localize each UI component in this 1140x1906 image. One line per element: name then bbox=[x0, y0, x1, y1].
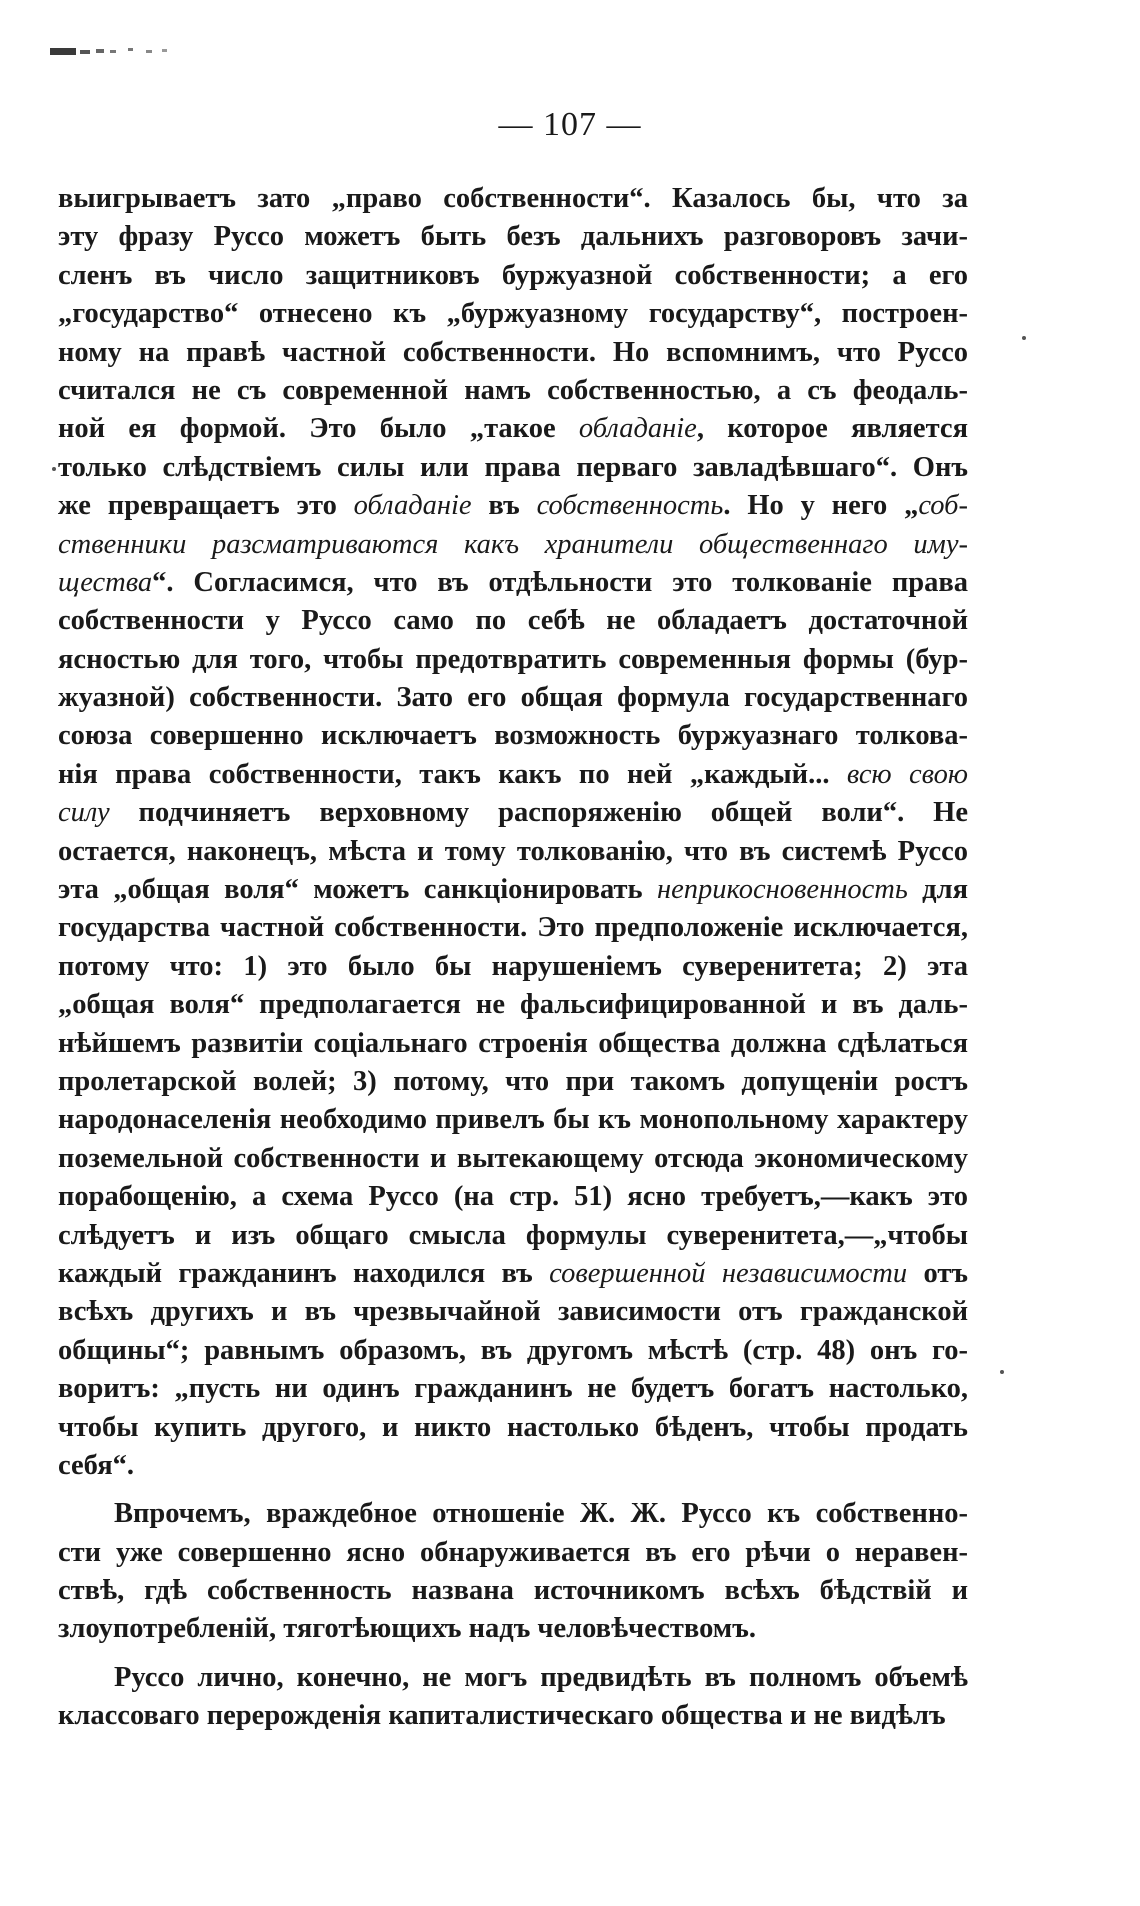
italic-run: обладаніе bbox=[353, 490, 472, 522]
text-run: подчиняетъ верховному распоряженію общей воли“. Не bbox=[109, 797, 968, 829]
text-run: союза совершенно исключаетъ возможность буржуазнаго толкова- bbox=[58, 720, 968, 752]
text-run: . Но у него „ bbox=[723, 490, 919, 522]
text-line bbox=[58, 487, 968, 525]
text-line bbox=[58, 948, 968, 986]
text-line bbox=[58, 1572, 968, 1610]
text-line bbox=[58, 986, 968, 1024]
text-line bbox=[58, 334, 968, 372]
text-run: эту фразу Руссо можетъ быть безъ дальнихъ разговоровъ зачи- bbox=[58, 221, 968, 253]
text-run: нія права собственности, такъ какъ по ней „каждый... bbox=[58, 758, 847, 790]
text-run: же превращаетъ это bbox=[58, 490, 354, 522]
body-text bbox=[58, 180, 968, 1736]
text-line bbox=[58, 871, 968, 909]
text-run: слѣдуетъ и изъ общаго смысла формулы суверенитета,—„чтобы bbox=[58, 1219, 968, 1251]
text-run: „государство“ отнесено къ „буржуазному государству“, построен- bbox=[58, 298, 968, 330]
text-line bbox=[58, 564, 968, 602]
text-line bbox=[58, 1409, 968, 1447]
text-run: общины“; равнымъ образомъ, въ другомъ мѣстѣ (стр. 48) онъ го- bbox=[58, 1334, 968, 1366]
paragraph bbox=[58, 1495, 968, 1649]
text-run: Впрочемъ, враждебное отношеніе Ж. Ж. Руссо къ собственно- bbox=[114, 1498, 968, 1530]
text-run: собственности у Руссо само по себѣ не обладаетъ достаточной bbox=[58, 605, 968, 637]
italic-run: обладаніе bbox=[578, 413, 697, 445]
paragraph bbox=[58, 1659, 968, 1736]
text-run: , которое является bbox=[696, 413, 969, 445]
ink-smudge bbox=[50, 44, 210, 58]
text-line bbox=[58, 1101, 968, 1139]
text-run: выигрываетъ зато „право собственности“. Казалось бы, что за bbox=[58, 183, 968, 214]
text-run: поземельной собственности и вытекающему отсюда экономическому bbox=[58, 1142, 968, 1174]
text-run: всѣхъ другихъ и въ чрезвычайной зависимости отъ гражданской bbox=[58, 1296, 968, 1328]
text-line bbox=[58, 257, 968, 295]
text-run: каждый гражданинъ находился въ bbox=[58, 1257, 550, 1289]
text-run: ствѣ, гдѣ собственность названа источникомъ всѣхъ бѣдствій и bbox=[58, 1575, 968, 1607]
text-line bbox=[58, 1697, 968, 1735]
text-line bbox=[58, 526, 968, 564]
text-run: государства частной собственности. Это предположеніе исключается, bbox=[58, 912, 968, 944]
text-line bbox=[58, 1495, 968, 1533]
text-run: нѣйшемъ развитіи соціальнаго строенія общества должна сдѣлаться bbox=[58, 1027, 968, 1059]
text-run: отъ bbox=[907, 1257, 968, 1289]
text-line bbox=[58, 1370, 968, 1408]
text-run: потому что: 1) это было бы нарушеніемъ суверенитета; 2) эта bbox=[58, 950, 968, 982]
italic-run: соб- bbox=[918, 490, 968, 522]
paragraph bbox=[58, 180, 968, 1485]
text-line bbox=[58, 180, 968, 218]
text-line bbox=[58, 218, 968, 256]
text-run: считался не съ современной намъ собственностью, а съ феодаль- bbox=[58, 374, 968, 406]
italic-run: собственность bbox=[536, 490, 724, 522]
text-line bbox=[58, 756, 968, 794]
text-line bbox=[58, 1255, 968, 1293]
italic-run: силу bbox=[58, 797, 110, 829]
text-line bbox=[58, 641, 968, 679]
text-line bbox=[58, 372, 968, 410]
text-line bbox=[58, 410, 968, 448]
text-run: чтобы купить другого, и никто настолько бѣденъ, чтобы продать bbox=[58, 1411, 968, 1443]
text-line bbox=[58, 1025, 968, 1063]
text-run: воритъ: „пусть ни одинъ гражданинъ не будетъ богатъ настолько, bbox=[58, 1373, 968, 1405]
text-run: ной ея формой. Это было „такое bbox=[58, 413, 579, 445]
text-line bbox=[58, 679, 968, 717]
text-line bbox=[58, 1217, 968, 1255]
text-line bbox=[58, 1178, 968, 1216]
text-run: ясностью для того, чтобы предотвратить современныя формы (бур- bbox=[58, 643, 968, 675]
text-run: только слѣдствіемъ силы или права перваго завладѣвшаго“. Онъ bbox=[58, 451, 968, 483]
text-line bbox=[58, 1332, 968, 1370]
text-run: „общая воля“ предполагается не фальсифицированной и въ даль- bbox=[58, 989, 968, 1021]
text-line bbox=[58, 1659, 968, 1697]
text-run: себя“. bbox=[58, 1449, 134, 1481]
text-run: сти уже совершенно ясно обнаруживается въ его рѣчи о неравен- bbox=[58, 1536, 968, 1568]
text-run: народонаселенія необходимо привелъ бы къ монопольному характеру bbox=[58, 1104, 968, 1136]
text-line bbox=[58, 602, 968, 640]
text-run: эта „общая воля“ можетъ санкціонировать bbox=[58, 874, 657, 906]
italic-run: всю свою bbox=[846, 758, 968, 790]
text-line bbox=[58, 1534, 968, 1572]
text-line bbox=[58, 833, 968, 871]
text-run: въ bbox=[471, 490, 537, 522]
page-number: — 107 — bbox=[498, 106, 642, 143]
margin-speck bbox=[1022, 336, 1026, 340]
text-line bbox=[58, 449, 968, 487]
text-run: остается, наконецъ, мѣста и тому толкованію, что въ системѣ Руссо bbox=[58, 835, 968, 867]
text-line bbox=[58, 1293, 968, 1331]
italic-run: щества bbox=[58, 566, 153, 598]
text-run: ному на правѣ частной собственности. Но вспомнимъ, что Руссо bbox=[58, 336, 968, 368]
text-run: злоупотребленій, тяготѣющихъ надъ человѣчествомъ. bbox=[58, 1613, 756, 1645]
text-run: пролетарской волей; 3) потому, что при такомъ допущеніи ростъ bbox=[58, 1065, 968, 1097]
text-run: сленъ въ число защитниковъ буржуазной собственности; а его bbox=[58, 259, 968, 291]
paragraph-gap bbox=[58, 1649, 968, 1659]
italic-run: неприкосновенность bbox=[656, 874, 908, 906]
text-line bbox=[58, 1063, 968, 1101]
text-line bbox=[58, 909, 968, 947]
text-line bbox=[58, 295, 968, 333]
margin-speck bbox=[1000, 1370, 1004, 1374]
text-run: классоваго перерожденія капиталистическаго общества и не видѣлъ bbox=[58, 1700, 946, 1732]
italic-run: ственники разсматриваются какъ хранители общественнаго иму- bbox=[58, 528, 968, 560]
text-run: порабощенію, а схема Руссо (на стр. 51) ясно требуетъ,—какъ это bbox=[58, 1181, 968, 1213]
paragraph-gap bbox=[58, 1485, 968, 1495]
text-line bbox=[58, 1610, 968, 1648]
margin-speck bbox=[52, 467, 56, 471]
text-line bbox=[58, 1140, 968, 1178]
text-run: жуазной) собственности. Зато его общая формула государственнаго bbox=[58, 682, 968, 714]
text-line bbox=[58, 794, 968, 832]
text-line bbox=[58, 717, 968, 755]
text-line bbox=[58, 1447, 968, 1485]
italic-run: совершенной независимости bbox=[549, 1257, 908, 1289]
text-run: Руссо лично, конечно, не могъ предвидѣть въ полномъ объемѣ bbox=[114, 1661, 968, 1693]
text-run: “. Согласимся, что въ отдѣльности это толкованіе права bbox=[152, 566, 968, 598]
text-run: для bbox=[907, 874, 969, 906]
